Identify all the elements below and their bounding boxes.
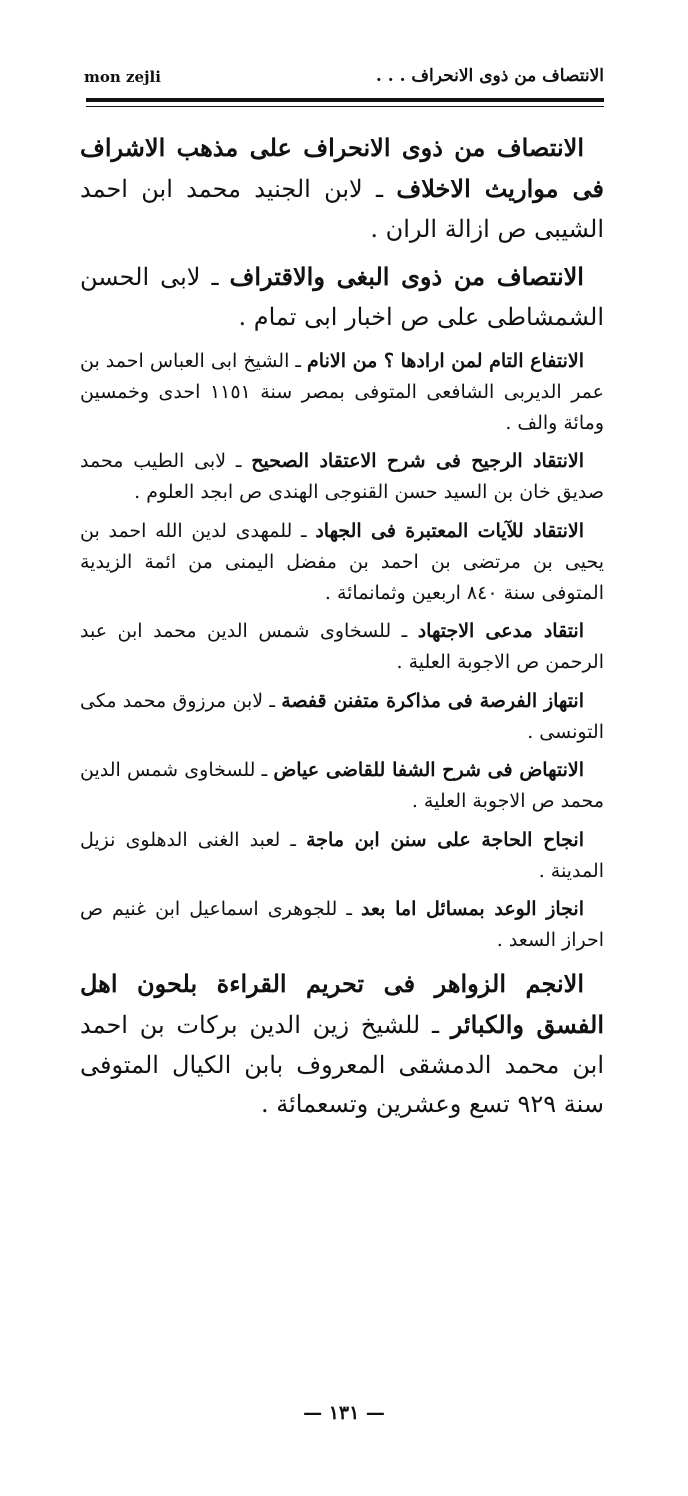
entry-intifa-tam: [80, 346, 604, 438]
running-title: الانتصاف من ذوى الانحراف . . .: [375, 66, 604, 86]
entry-title: انجاح الحاجة على سنن ابن ماجة: [306, 828, 584, 851]
header-code: mon zejli: [84, 68, 161, 86]
entry-title: الانجم الزواهر فى تحريم القراءة بلحون اهل الفسق والكبائر: [80, 968, 604, 1039]
entry-intihad-shifa: [80, 755, 604, 817]
entry-anjum-zawahir: [80, 964, 604, 1125]
entry-details: ـ لابى الطيب محمد صديق خان بن السيد حسن القنوجى الهندى ص ابجد العلوم .: [80, 450, 604, 504]
entry-injaz-wad: [80, 894, 604, 956]
entry-title: الانتقاد للآيات المعتبرة فى الجهاد: [315, 519, 584, 542]
entry-details: ـ للسخاوى شمس الدين محمد ص الاجوبة العلية .: [80, 759, 604, 813]
entry-details: ـ لابن مرزوق محمد مكى التونسى .: [80, 689, 604, 743]
entry-intiqad-muddai: [80, 616, 604, 678]
entry-details: ـ لابى الحسن الشمشاطى على ص اخبار ابى تمام .: [80, 263, 604, 332]
entry-title: انتقاد مدعى الاجتهاد: [417, 620, 584, 643]
entry-intihaz-fursa: [80, 686, 604, 748]
entry-list: [80, 128, 604, 1133]
entry-details: ـ للجوهرى اسماعيل ابن غنيم ص احراز السعد .: [80, 898, 604, 952]
entry-injah-haja: [80, 825, 604, 887]
entry-details: ـ للشيخ زين الدين بركات بن احمد ابن محمد الدمشقى المعروف بابن الكيال المتوفى سنة ٩٢٩ تسع وعشرين وتسعمائة .: [80, 1010, 604, 1119]
entry-details: ـ للمهدى لدين الله احمد بن يحيى بن مرتضى بن احمد بن مفضل اليمنى من ائمة الزيدية المتوفى سنة ٨٤٠ اربعين وثمانمائة .: [80, 519, 604, 604]
entry-title: انتهاز الفرصة فى مذاكرة متفنن قفصة: [281, 689, 584, 712]
entry-title: الانتهاض فى شرح الشفا للقاضى عياض: [273, 759, 584, 782]
header-rule-thick: [86, 98, 604, 102]
entry-title: الانتفاع التام لمن ارادها ؟ من الانام: [307, 350, 584, 373]
entry-details: ـ لعبد الغنى الدهلوى نزيل المدينة .: [80, 828, 604, 882]
entry-intisaf-baghy: [80, 257, 604, 338]
running-header: [84, 66, 604, 94]
entry-title: الانتقاد الرجيح فى شرح الاعتقاد الصحيح: [251, 450, 584, 473]
entry-title: الانتصاف من ذوى البغى والاقتراف: [229, 262, 584, 292]
entry-title: الانتصاف من ذوى الانحراف على مذهب الاشراف فى مواريث الاخلاف: [80, 133, 604, 203]
entry-intisaf-madhhab: [80, 128, 604, 249]
header-rule-thin: [86, 106, 604, 107]
entry-intiqad-ayat: [80, 516, 604, 608]
entry-details: ـ للسخاوى شمس الدين محمد ابن عبد الرحمن ص الاجوبة العلية .: [80, 620, 604, 674]
entry-details: ـ الشيخ ابى العباس احمد بن عمر الديربى الشافعى المتوفى بمصر سنة ١١٥١ احدى وخمسين ومائة والف .: [80, 350, 605, 434]
entry-details: ـ لابن الجنيد محمد ابن احمد الشيبى ص ازالة الران .: [80, 174, 604, 243]
entry-intiqad-rajih: [80, 446, 604, 508]
page-number: — ١٣١ —: [303, 1402, 385, 1424]
entry-title: انجاز الوعد بمسائل اما بعد: [361, 898, 584, 921]
